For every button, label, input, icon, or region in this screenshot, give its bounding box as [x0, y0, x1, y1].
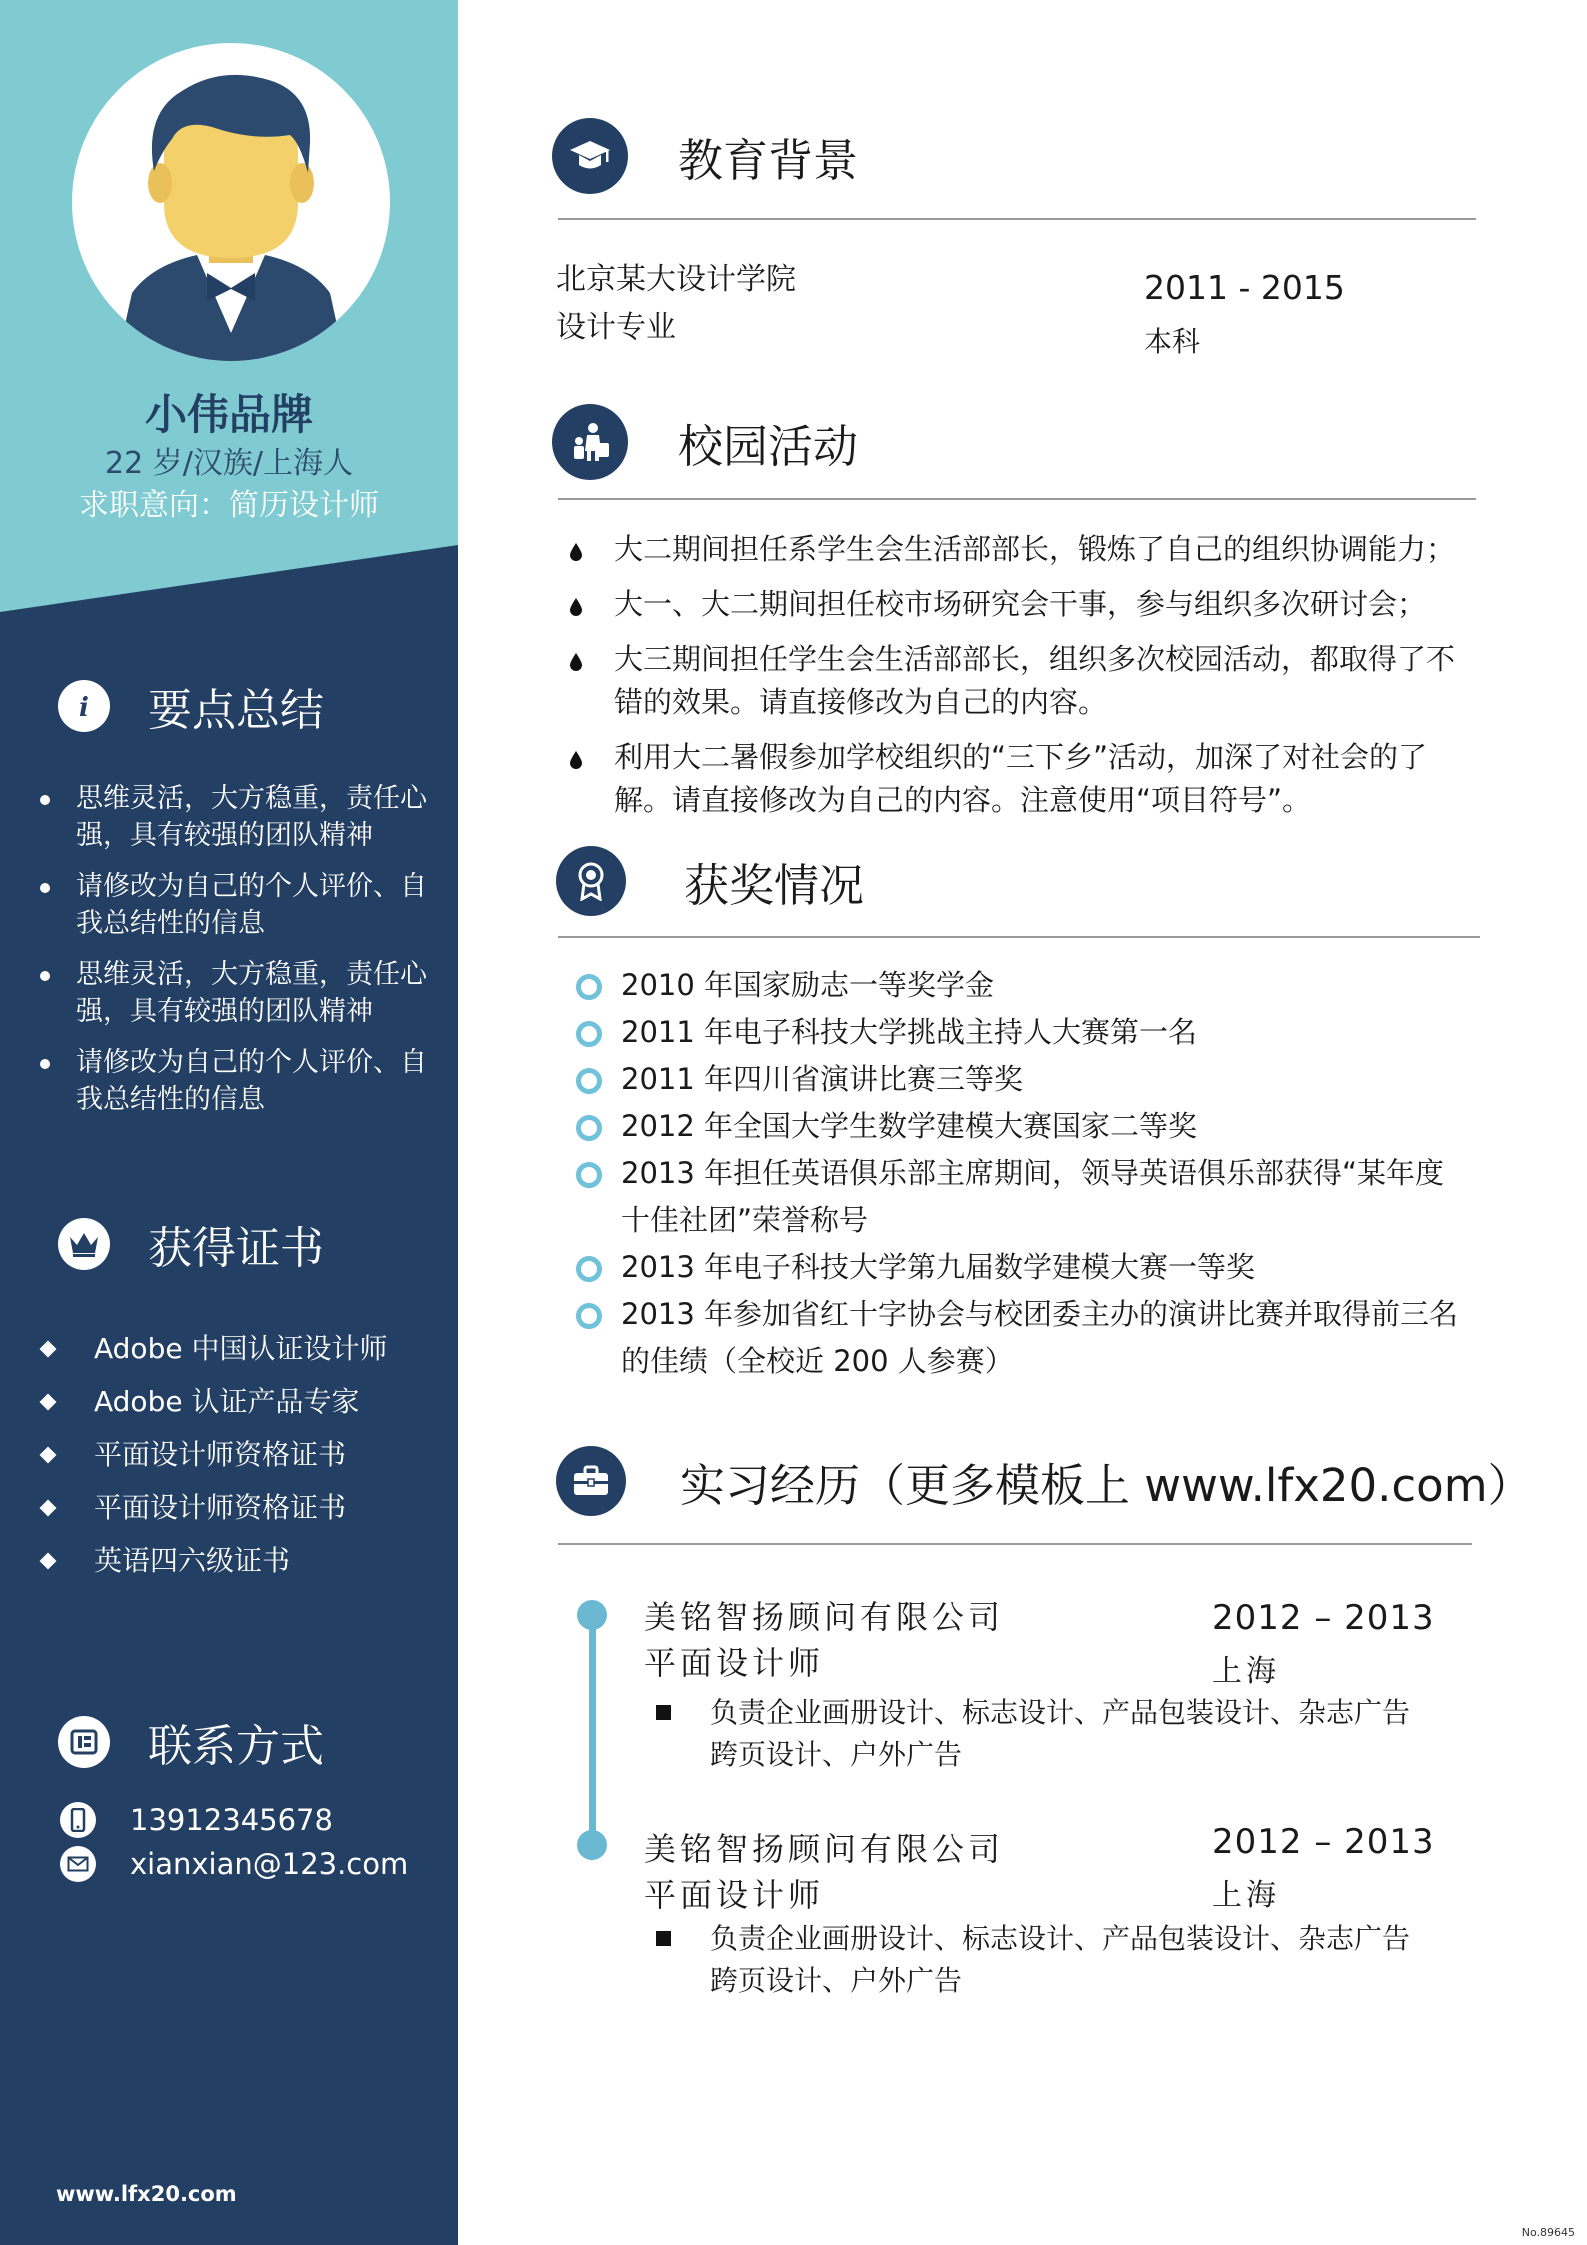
summary-heading: [58, 676, 324, 736]
certificates-list: [40, 1322, 440, 1587]
job-position: 平面设计师: [644, 1876, 825, 1914]
profile-objective: 求职意向：简历设计师: [79, 488, 379, 523]
job-company: 美铭智扬顾问有限公司: [644, 1830, 1005, 1868]
square-bullet-icon: [656, 1705, 671, 1720]
list-item: 大二期间担任系学生会生活部部长，锻炼了自己的组织协调能力；: [560, 528, 1480, 571]
profile-name: 小伟品牌: [144, 390, 313, 439]
contact-title: 联系方式: [148, 1721, 324, 1772]
job-description: 负责企业画册设计、标志设计、产品包装设计、杂志广告跨页设计、户外广告: [656, 1692, 1430, 1776]
mobile-phone-icon: [60, 1802, 96, 1838]
timeline-line: [589, 1614, 596, 1844]
list-item: Adobe 认证产品专家: [40, 1375, 440, 1428]
campus-title: 校园活动: [678, 419, 859, 473]
sidebar: [0, 0, 458, 2245]
ring-bullet-icon: [576, 1256, 602, 1282]
ring-bullet-icon: [576, 1162, 602, 1188]
job-city: 上海: [1212, 1654, 1280, 1689]
list-item: 平面设计师资格证书: [40, 1428, 440, 1481]
contact-heading: [58, 1712, 324, 1772]
ring-bullet-icon: [576, 1115, 602, 1141]
avatar: [72, 43, 390, 361]
diamond-bullet-icon: [40, 1341, 57, 1358]
list-item: 2013 年担任英语俱乐部主席期间，领导英语俱乐部获得“某年度十佳社团”荣誉称号: [566, 1150, 1466, 1244]
svg-text:i: i: [79, 693, 89, 721]
contact-email: [60, 1844, 408, 1884]
certificates-title: 获得证书: [148, 1223, 324, 1274]
job-period: 2012 – 2013: [1212, 1598, 1435, 1638]
graduation-cap-icon: [552, 118, 628, 194]
diamond-bullet-icon: [40, 1553, 57, 1570]
drop-bullet-icon: [568, 542, 584, 562]
list-item: 2011 年电子科技大学挑战主持人大赛第一名: [566, 1009, 1466, 1056]
ring-bullet-icon: [576, 1303, 602, 1329]
divider: [558, 936, 1480, 938]
education-degree: 本科: [1144, 325, 1201, 358]
education-title: 教育背景: [678, 133, 859, 187]
list-item: 平面设计师资格证书: [40, 1481, 440, 1534]
job-city: 上海: [1212, 1878, 1280, 1913]
education-heading: [552, 118, 858, 194]
drop-bullet-icon: [568, 652, 584, 672]
education-school: 北京某大设计学院: [556, 262, 796, 297]
education-major: 设计专业: [556, 310, 676, 345]
list-item: 2013 年电子科技大学第九届数学建模大赛一等奖: [566, 1244, 1466, 1291]
ring-bullet-icon: [576, 1068, 602, 1094]
list-item: 英语四六级证书: [40, 1534, 440, 1587]
phone-number: 13912345678: [130, 1803, 333, 1837]
diamond-bullet-icon: [40, 1447, 57, 1464]
certificates-heading: [58, 1214, 324, 1274]
job-description: 负责企业画册设计、标志设计、产品包装设计、杂志广告跨页设计、户外广告: [656, 1918, 1430, 2002]
people-activity-icon: [552, 404, 628, 480]
list-item: 思维灵活，大方稳重，责任心强，具有较强的团队精神: [38, 780, 428, 854]
square-bullet-icon: [656, 1931, 671, 1946]
divider: [558, 498, 1476, 500]
diamond-bullet-icon: [40, 1500, 57, 1517]
education-years: 2011 - 2015: [1144, 268, 1345, 307]
list-item: 思维灵活，大方稳重，责任心强，具有较强的团队精神: [38, 956, 428, 1030]
summary-title: 要点总结: [148, 685, 324, 736]
timeline-dot: [577, 1600, 607, 1630]
list-item: 2012 年全国大学生数学建模大赛国家二等奖: [566, 1103, 1466, 1150]
drop-bullet-icon: [568, 750, 584, 770]
internship-heading: [556, 1446, 1533, 1516]
briefcase-icon: [556, 1446, 626, 1516]
campus-heading: [552, 404, 858, 480]
list-item: 大三期间担任学生会生活部部长，组织多次校园活动，都取得了不错的效果。请直接修改为自己的内容。: [560, 638, 1480, 724]
list-item: 请修改为自己的个人评价、自我总结性的信息: [38, 1044, 428, 1118]
medal-icon: [556, 846, 626, 916]
divider: [558, 1543, 1472, 1545]
list-item: 利用大二暑假参加学校组织的“三下乡”活动，加深了对社会的了解。请直接修改为自己的内容。注意使用“项目符号”。: [560, 736, 1480, 822]
list-item: 2011 年四川省演讲比赛三等奖: [566, 1056, 1466, 1103]
internship-title: 实习经历（更多模板上 www.lfx20.com）: [680, 1458, 1533, 1512]
info-icon: [58, 680, 110, 732]
job-period: 2012 – 2013: [1212, 1822, 1435, 1862]
contact-card-icon: [58, 1716, 110, 1768]
ring-bullet-icon: [576, 1021, 602, 1047]
page-number: No.89645: [1521, 2226, 1575, 2239]
list-item: 请修改为自己的个人评价、自我总结性的信息: [38, 868, 428, 942]
crown-icon: [58, 1218, 110, 1270]
awards-title: 获奖情况: [684, 858, 865, 912]
diamond-bullet-icon: [40, 1394, 57, 1411]
campus-list: [560, 528, 1480, 834]
email-address: xianxian@123.com: [130, 1847, 409, 1881]
contact-phone: [60, 1800, 333, 1840]
profile-info: 22 岁/汉族/上海人: [105, 446, 353, 481]
drop-bullet-icon: [568, 597, 584, 617]
list-item: Adobe 中国认证设计师: [40, 1322, 440, 1375]
awards-heading: [556, 846, 864, 916]
list-item: 大一、大二期间担任校市场研究会干事，参与组织多次研讨会；: [560, 583, 1480, 626]
job-company: 美铭智扬顾问有限公司: [644, 1598, 1005, 1636]
footer-site: www.lfx20.com: [56, 2182, 237, 2206]
awards-list: [566, 962, 1466, 1385]
timeline-dot: [577, 1830, 607, 1860]
list-item: 2013 年参加省红十字协会与校团委主办的演讲比赛并取得前三名的佳绩（全校近 200 人参赛）: [566, 1291, 1466, 1385]
job-position: 平面设计师: [644, 1644, 825, 1682]
ring-bullet-icon: [576, 974, 602, 1000]
summary-list: [38, 780, 428, 1132]
divider: [558, 218, 1476, 220]
envelope-icon: [60, 1846, 96, 1882]
list-item: 2010 年国家励志一等奖学金: [566, 962, 1466, 1009]
